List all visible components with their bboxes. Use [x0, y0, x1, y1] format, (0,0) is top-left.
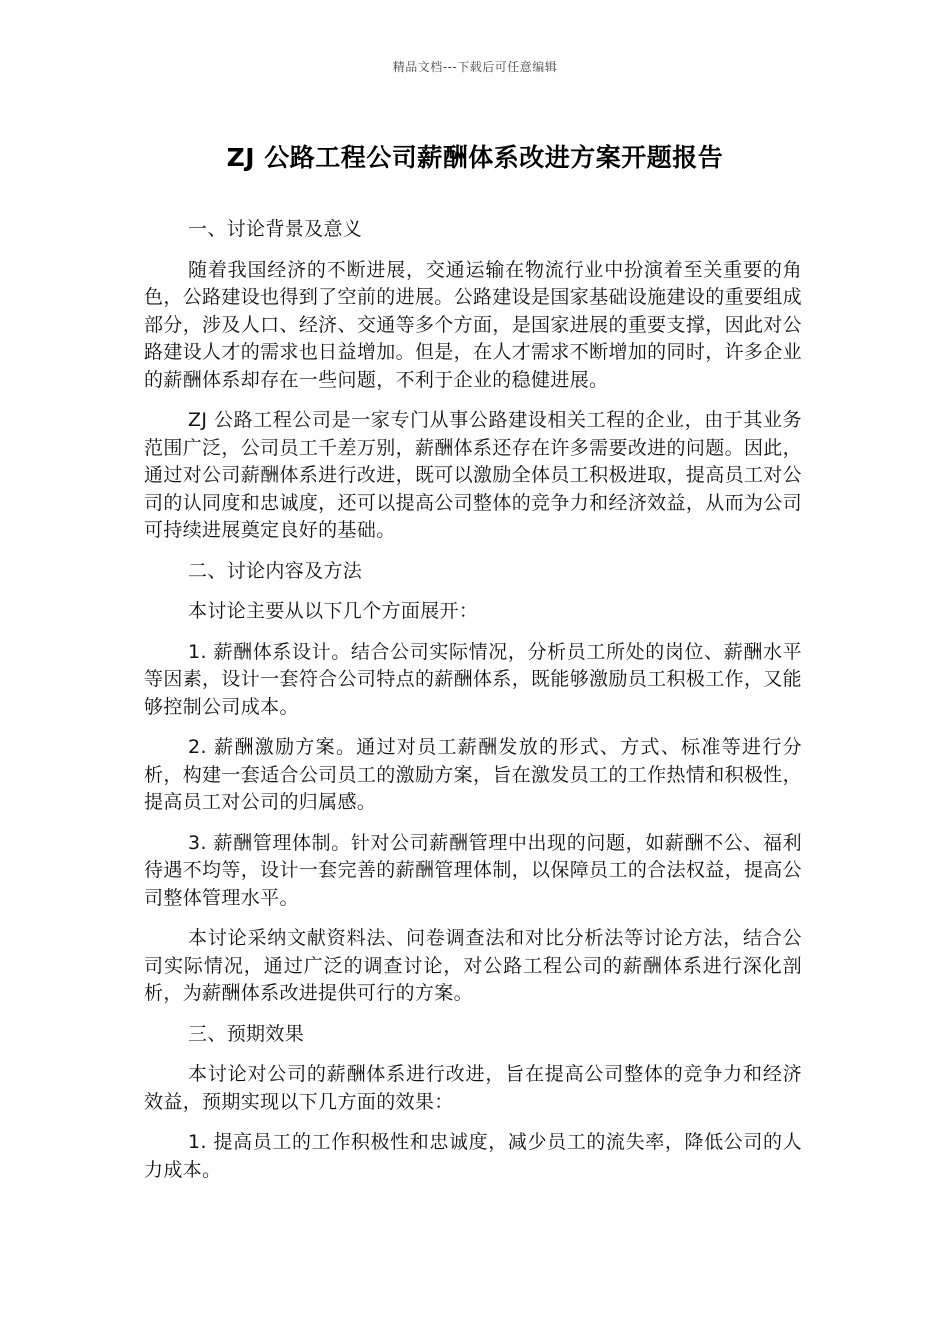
paragraph-effect-intro: 本讨论对公司的薪酬体系进行改进，旨在提高公司整体的竞争力和经济效益，预期实现以下几方面的效果： — [144, 1063, 802, 1113]
list-item-salary-design: 1. 薪酬体系设计。结合公司实际情况，分析员工所处的岗位、薪酬水平等因素，设计一套符合公司特点的薪酬体系，既能够激励员工积极工作，又能够控制公司成本。 — [144, 640, 802, 718]
paragraph-background-2: ZJ 公路工程公司是一家专门从事公路建设相关工程的企业，由于其业务范围广泛，公司员工千差万别，薪酬体系还存在许多需要改进的问题。因此，通过对公司薪酬体系进行改进，既可以激励全体员工积极进取，提高员工对公司的认同度和忠诚度，还可以提高公司整体的竞争力和经济效益，从而为公司可持续进展奠定良好的基础。 — [144, 409, 802, 541]
document-title: ZJ 公路工程公司薪酬体系改进方案开题报告 — [226, 143, 724, 172]
section-heading-expected-effect: 三、预期效果 — [188, 1022, 305, 1045]
paragraph-content-intro: 本讨论主要从以下几个方面展开： — [188, 600, 479, 622]
paragraph-research-method: 本讨论采纳文献资料法、问卷调查法和对比分析法等讨论方法，结合公司实际情况，通过广泛的调查讨论，对公路工程公司的薪酬体系进行深化剖析，为薪酬体系改进提供可行的方案。 — [144, 927, 802, 1004]
section-heading-content-method: 二、讨论内容及方法 — [188, 559, 363, 582]
list-item-salary-incentive: 2. 薪酬激励方案。通过对员工薪酬发放的形式、方式、标准等进行分析，构建一套适合公司员工的激励方案，旨在激发员工的工作热情和积极性，提高员工对公司的归属感。 — [144, 736, 802, 813]
paragraph-background-1: 随着我国经济的不断进展，交通运输在物流行业中扮演着至关重要的角色，公路建设也得到了空前的进展。公路建设是国家基础设施建设的重要组成部分，涉及人口、经济、交通等多个方面，是国家进展的重要支撑，因此对公路建设人才的需求也日益增加。但是，在人才需求不断增加的同时，许多企业的薪酬体系却存在一些问题，不利于企业的稳健进展。 — [144, 258, 802, 391]
section-heading-background: 一、讨论背景及意义 — [188, 218, 363, 240]
document-body — [144, 216, 802, 1197]
list-item-salary-management: 3. 薪酬管理体制。针对公司薪酬管理中出现的问题，如薪酬不公、福利待遇不均等，设计一套完善的薪酬管理体制，以保障员工的合法权益，提高公司整体管理水平。 — [144, 831, 802, 909]
header-note: 精品文档---下载后可任意编辑 — [392, 60, 558, 74]
list-item-effect-1: 1. 提高员工的工作积极性和忠诚度，减少员工的流失率，降低公司的人力成本。 — [144, 1131, 802, 1181]
